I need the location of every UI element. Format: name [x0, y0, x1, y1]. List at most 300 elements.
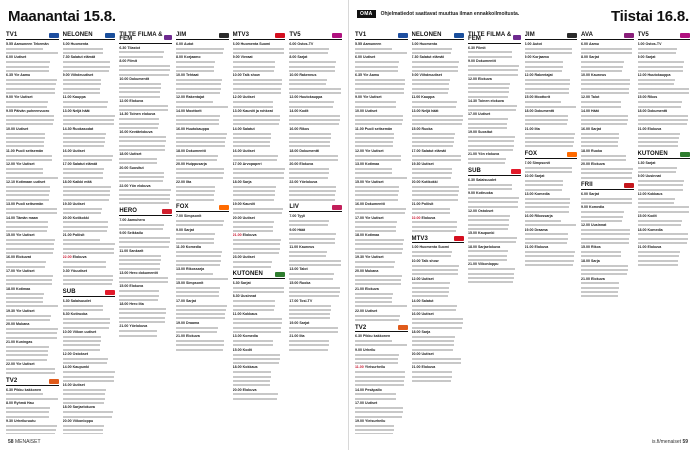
program-title: Yle Uutiset: [363, 95, 382, 100]
description-line: [289, 348, 328, 352]
program-title: Salatut: [421, 298, 434, 303]
channel-divider: [63, 296, 116, 297]
program-description: [233, 167, 286, 180]
channel-header-sub: [468, 169, 521, 174]
channel-logo-icon: [162, 209, 172, 214]
program-description: [355, 292, 408, 309]
description-line: [355, 158, 401, 162]
program-time: 7.00: [289, 214, 297, 219]
program-listing: [233, 334, 286, 338]
description-line: [581, 272, 627, 276]
program-listing: [119, 152, 172, 156]
program-description: [63, 47, 116, 56]
program-time: 12.00: [411, 276, 421, 281]
program-listing: [638, 161, 691, 165]
description-line: [63, 158, 113, 162]
program-title: Tyyli: [297, 214, 306, 219]
program-listing: [6, 233, 59, 237]
program-title: Tämän maan: [16, 215, 38, 220]
program-listing: [63, 95, 116, 99]
description-line: [525, 241, 568, 245]
description-line: [468, 258, 507, 262]
channel-divider: [638, 39, 691, 40]
program-listing: [119, 99, 172, 103]
description-line: [6, 358, 47, 362]
description-line: [233, 290, 284, 294]
program-description: [412, 207, 465, 216]
program-listing: [176, 180, 229, 184]
program-title: Elokuva: [591, 162, 605, 167]
description-line: [289, 294, 339, 298]
program-listing: [581, 127, 634, 131]
program-time: 8.00: [289, 55, 297, 60]
program-title: Uusinnat: [240, 294, 257, 299]
program-time: 15.00: [581, 245, 590, 250]
program-listing: [176, 228, 229, 232]
channel-divider: [638, 158, 691, 159]
program-description: [289, 100, 342, 109]
description-line: [6, 265, 45, 269]
description-line: [525, 69, 563, 73]
description-line: [581, 105, 621, 109]
program-listing: [355, 180, 408, 184]
description-line: [355, 211, 405, 215]
description-line: [63, 144, 105, 148]
program-title: Mukana: [365, 268, 379, 273]
program-description: [412, 250, 465, 259]
program-title: Elokuva: [129, 284, 144, 289]
program-title: Talk show: [242, 73, 260, 78]
program-listing: [119, 59, 172, 63]
program-listing: [412, 109, 465, 113]
program-description: [63, 100, 116, 109]
program-title: Kotiruoka: [70, 312, 88, 317]
program-listing: [412, 352, 465, 356]
channel-name: TILTE FILMA & FEM: [119, 32, 163, 43]
program-title: Elokuva: [242, 233, 257, 238]
program-listing: [63, 299, 116, 303]
program-description: [233, 60, 286, 73]
program-title: Viihdeuutiset: [419, 73, 442, 78]
program-title: Elokuva: [365, 286, 379, 291]
description-line: [468, 161, 505, 165]
program-listing: [289, 281, 342, 285]
program-title: Sarjat: [645, 160, 656, 165]
program-description: [412, 47, 465, 56]
program-time: 9.00: [581, 205, 588, 210]
program-title: Sarjaelokuva: [478, 244, 501, 249]
program-time: 8.00: [6, 401, 13, 406]
program-title: Yöelokuva: [129, 324, 148, 329]
program-time: 14.30: [119, 112, 129, 117]
program-time: 19.30: [62, 202, 72, 207]
program-listing: [468, 191, 521, 195]
description-line: [638, 122, 688, 126]
program-title: Yle Uutiset: [365, 215, 384, 220]
program-description: [176, 167, 229, 180]
program-description: [6, 185, 59, 202]
program-description: [638, 250, 691, 267]
program-time: 18.00: [119, 152, 129, 157]
program-description: [412, 154, 465, 163]
program-listing: [525, 174, 578, 178]
program-description: [63, 357, 116, 366]
channel-divider: [119, 43, 172, 44]
description-line: [6, 415, 49, 419]
program-description: [63, 260, 116, 269]
description-line: [233, 144, 270, 148]
description-line: [63, 69, 109, 73]
program-title: Talot: [591, 95, 600, 100]
program-time: 21.00: [6, 339, 15, 344]
program-description: [6, 292, 59, 309]
program-time: 14.00: [62, 365, 72, 370]
program-listing: [468, 262, 521, 266]
program-description: [525, 100, 578, 109]
program-time: 8.30: [62, 312, 70, 317]
program-title: Neljä häät: [421, 108, 439, 113]
description-line: [525, 170, 572, 174]
channel-name: MTV3: [411, 235, 428, 242]
left-page-number: 58: [8, 439, 14, 445]
channel-divider: [355, 331, 408, 332]
program-title: Hero ilta: [129, 302, 144, 307]
program-title: Yleisurheilu: [365, 418, 386, 423]
program-description: [289, 114, 342, 127]
left-footer: [8, 439, 41, 445]
program-description: [119, 157, 172, 166]
channel-header-tv1: [6, 33, 59, 38]
program-listing: [289, 180, 342, 184]
program-title: Ruoka: [421, 126, 433, 131]
program-listing: [412, 365, 465, 369]
program-description: [176, 100, 229, 109]
program-listing: [119, 46, 172, 50]
program-description: [412, 370, 465, 383]
program-time: 16.00: [581, 126, 590, 131]
program-time: 6.30: [62, 298, 70, 303]
program-description: [355, 314, 408, 323]
program-title: Dokumentit: [476, 59, 496, 64]
program-description: [468, 50, 521, 59]
description-line: [289, 91, 341, 95]
program-listing: [176, 73, 229, 77]
program-title: Elokuva: [421, 215, 436, 220]
program-listing: [468, 77, 521, 81]
program-description: [6, 314, 59, 323]
program-description: [355, 167, 408, 180]
program-title: Uutiset: [242, 148, 255, 153]
program-time: 16.00: [62, 383, 72, 388]
program-listing: [468, 178, 521, 182]
program-listing: [355, 149, 408, 153]
program-time: 10.00: [289, 73, 299, 78]
channel-header-mtv3: [233, 33, 286, 38]
program-listing: [355, 127, 408, 131]
program-description: [63, 370, 116, 383]
program-time: 6.00: [176, 42, 183, 46]
program-title: Pikku kakkonen: [363, 334, 391, 339]
description-line: [119, 267, 160, 271]
program-time: 18.00: [581, 148, 590, 153]
program-listing: [233, 73, 286, 77]
program-description: [581, 114, 634, 127]
program-title: Viikonloppu: [478, 262, 499, 267]
program-description: [63, 185, 116, 202]
description-line: [468, 187, 512, 191]
program-description: [289, 78, 342, 95]
program-description: [412, 264, 465, 277]
channel-divider: [289, 211, 342, 212]
program-listing: [119, 112, 172, 116]
description-line: [119, 161, 156, 165]
program-time: 17.00: [62, 162, 72, 167]
program-time: 8.30: [232, 294, 240, 299]
program-title: Pikku kakkonen: [14, 387, 42, 392]
program-time: 5.55: [6, 42, 13, 46]
channel-divider: [119, 215, 172, 216]
program-time: 9.00: [6, 95, 13, 100]
program-description: [63, 132, 116, 149]
description-line: [355, 144, 393, 148]
program-time: 19.30: [355, 255, 364, 260]
description-line: [355, 229, 396, 233]
program-title: Yle Aamu: [14, 73, 31, 78]
program-time: 10.00: [355, 108, 364, 113]
program-title: Rikossarja: [186, 267, 205, 272]
program-description: [355, 274, 408, 287]
program-listing: [119, 166, 172, 170]
description-line: [119, 298, 158, 302]
program-title: Yle Uutiset: [365, 148, 384, 153]
description-line: [176, 105, 228, 109]
program-listing: [289, 321, 342, 325]
program-title: Kevätelokuva: [129, 130, 153, 135]
program-description: [289, 250, 342, 267]
program-title: Ostos-TV: [297, 42, 314, 46]
program-title: Sarjat: [589, 191, 599, 196]
program-description: [233, 317, 286, 334]
channel-divider: [468, 43, 521, 44]
program-title: Dokumentti: [534, 108, 555, 113]
program-listing: [412, 259, 465, 263]
program-title: Kotimaa: [16, 286, 31, 291]
program-listing: [355, 287, 408, 291]
program-time: 13.00: [289, 267, 299, 272]
program-description: [468, 214, 521, 231]
program-listing: [6, 73, 59, 77]
program-listing: [176, 109, 229, 113]
program-description: [355, 238, 408, 255]
description-line: [581, 254, 621, 258]
description-line: [119, 126, 158, 130]
program-title: Uutiset: [421, 312, 434, 317]
description-line: [355, 105, 396, 109]
program-title: Salatut elämät: [72, 162, 98, 167]
channel-logo-icon: [398, 325, 408, 330]
program-description: [176, 60, 229, 73]
channel-name: TV2: [355, 324, 367, 331]
program-title: Kauppa: [72, 95, 86, 100]
program-title: Kotiruoka: [476, 191, 493, 196]
program-listing: [289, 109, 342, 113]
channel-divider: [412, 242, 465, 243]
description-line: [581, 91, 629, 95]
description-line: [412, 91, 449, 95]
program-time: 6.30: [355, 334, 362, 339]
program-description: [638, 197, 691, 214]
description-line: [289, 277, 333, 281]
program-listing: [638, 127, 691, 131]
program-title: Yle Aamu: [363, 73, 380, 78]
program-listing: [638, 95, 691, 99]
program-description: [63, 167, 116, 180]
program-listing: [468, 209, 521, 213]
program-description: [176, 219, 229, 228]
program-title: Salatut: [242, 126, 255, 131]
program-time: 8.00: [176, 55, 183, 60]
description-line: [119, 280, 167, 284]
description-line: [581, 241, 629, 245]
program-description: [6, 345, 59, 362]
program-title: Sarja: [591, 258, 600, 263]
program-title: Tosi-TV: [299, 298, 313, 303]
program-description: [355, 220, 408, 233]
program-title: Ilta: [534, 126, 540, 131]
program-time: 6.30: [232, 280, 240, 285]
program-listing: [63, 405, 116, 409]
left-page-column: [233, 30, 286, 434]
program-time: 14.00: [411, 298, 421, 303]
channel-name: MTV3: [232, 32, 250, 39]
description-line: [468, 148, 513, 152]
program-title: Sarjat: [186, 298, 196, 303]
program-time: 13.00: [176, 267, 185, 272]
channel-logo-icon: [398, 33, 408, 38]
program-listing: [412, 127, 465, 131]
program-description: [468, 249, 521, 262]
description-line: [638, 144, 678, 148]
program-description: [289, 167, 342, 180]
program-listing: [468, 130, 521, 134]
program-title: Huutokauppa: [647, 73, 671, 78]
description-line: [289, 330, 337, 334]
program-listing: [119, 184, 172, 188]
program-listing: [289, 299, 342, 303]
program-time: 11.00: [62, 95, 72, 100]
program-time: 13.00: [411, 108, 421, 113]
program-time: 14.00: [355, 387, 364, 392]
program-time: 6.00: [581, 191, 588, 196]
program-description: [63, 114, 116, 127]
left-page-column: [289, 30, 342, 434]
program-description: [525, 78, 578, 95]
program-title: Poliisit: [72, 233, 85, 238]
description-line: [63, 176, 103, 180]
channel-logo-icon: [219, 33, 229, 38]
program-title: Uutiset: [478, 112, 491, 117]
program-title: Kokkaus: [647, 191, 663, 196]
program-title: Kaupunki: [478, 231, 495, 236]
description-line: [355, 397, 396, 401]
program-time: 15.00: [637, 214, 647, 219]
description-line: [63, 379, 114, 383]
program-title: Ilta: [299, 334, 305, 339]
program-title: Dokumentti: [299, 148, 320, 153]
channel-name: NELONEN: [411, 32, 442, 39]
program-time: 8.00: [581, 55, 588, 60]
program-listing: [289, 245, 342, 249]
program-time: 20.00: [62, 418, 72, 423]
program-listing: [581, 73, 634, 77]
program-listing: [6, 202, 59, 206]
program-time: 12.00: [637, 191, 647, 196]
description-line: [355, 176, 407, 180]
program-time: 13.00: [355, 162, 364, 167]
program-listing: [6, 216, 59, 220]
program-title: Poliisit: [421, 202, 434, 207]
description-line: [63, 326, 109, 330]
program-description: [233, 114, 286, 127]
description-line: [6, 336, 57, 340]
program-listing: [412, 277, 465, 281]
description-line: [355, 122, 402, 126]
program-title: Rakentajat: [186, 95, 205, 100]
description-line: [468, 95, 508, 99]
program-listing: [355, 269, 408, 273]
program-listing: [233, 348, 286, 352]
program-title: Elokuva: [647, 126, 662, 131]
program-description: [581, 250, 634, 259]
program-description: [63, 78, 116, 95]
program-title: Päivän puheenvuoro: [14, 108, 50, 113]
program-title: Elokuva: [299, 162, 314, 167]
description-line: [355, 69, 398, 73]
program-listing: [355, 162, 408, 166]
program-time: 20.00: [176, 162, 185, 167]
description-line: [468, 126, 507, 130]
program-time: 16.00: [176, 126, 185, 131]
channel-header-liv: [289, 205, 342, 210]
program-title: Yle Uutiset: [16, 362, 35, 367]
program-time: 21.00: [637, 126, 647, 131]
program-title: Kauppa: [421, 95, 435, 100]
channel-divider: [233, 278, 286, 279]
program-title: Yön elokuva: [478, 152, 500, 157]
program-time: 13.00: [524, 191, 534, 196]
program-title: Kokkaus: [242, 365, 258, 370]
program-listing: [412, 312, 465, 316]
program-title: Elokuva: [186, 334, 200, 339]
program-description: [233, 286, 286, 295]
program-title: Puoli seitsemän: [15, 148, 44, 153]
program-listing: [63, 233, 116, 237]
description-line: [6, 122, 53, 126]
program-title: Rakentajat: [534, 73, 553, 78]
program-title: Komedia: [185, 245, 201, 250]
program-title: Rikos: [299, 126, 310, 131]
program-time: 17.00: [176, 298, 185, 303]
program-description: [468, 82, 521, 99]
description-line: [638, 241, 688, 245]
channel-logo-icon: [105, 33, 115, 38]
program-time: 11.00: [355, 365, 364, 370]
program-time: 6.35: [355, 73, 362, 78]
program-time: 13.00: [119, 270, 129, 275]
program-description: [355, 406, 408, 419]
program-description: [63, 220, 116, 233]
program-description: [233, 100, 286, 109]
